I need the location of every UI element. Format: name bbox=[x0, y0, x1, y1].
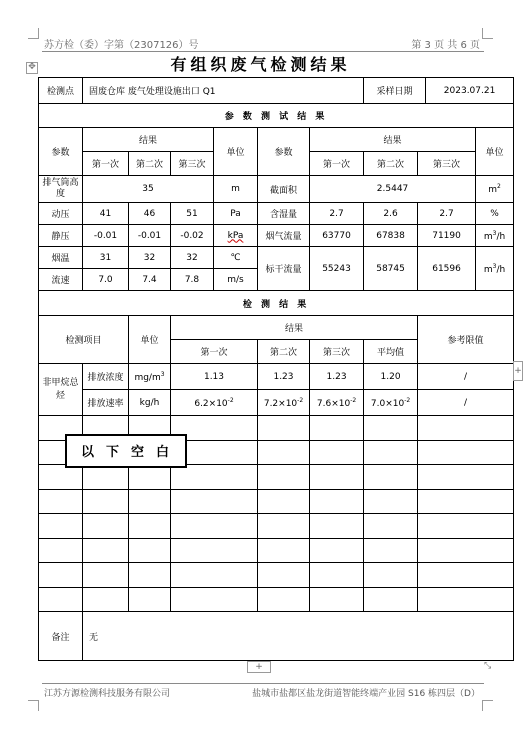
param-value[interactable]: 51 bbox=[171, 203, 214, 225]
test-row-concentration bbox=[39, 364, 514, 390]
empty-cell[interactable] bbox=[364, 538, 418, 563]
date-label: 采样日期 bbox=[364, 78, 426, 104]
empty-cell[interactable] bbox=[418, 465, 514, 490]
empty-cell[interactable] bbox=[418, 416, 514, 441]
test-header-third: 第三次 bbox=[310, 340, 364, 364]
empty-cell[interactable] bbox=[83, 514, 129, 539]
empty-cell[interactable] bbox=[83, 538, 129, 563]
empty-cell[interactable] bbox=[364, 587, 418, 612]
param-unit-text: kPa bbox=[227, 230, 244, 241]
empty-cell[interactable] bbox=[129, 587, 171, 612]
empty-cell[interactable] bbox=[364, 416, 418, 441]
header-divider bbox=[42, 51, 484, 52]
test-item: 排放浓度 bbox=[83, 364, 129, 390]
empty-cell[interactable] bbox=[418, 514, 514, 539]
test-value[interactable]: 1.13 bbox=[171, 364, 258, 390]
param-value[interactable]: 32 bbox=[129, 247, 171, 269]
test-header-item: 检测项目 bbox=[39, 316, 129, 364]
empty-cell[interactable] bbox=[364, 514, 418, 539]
empty-row bbox=[39, 587, 514, 612]
unit-tail: /h bbox=[496, 231, 506, 242]
param-value-right[interactable]: 2.7 bbox=[418, 203, 476, 225]
param-header-param: 参数 bbox=[39, 128, 83, 176]
empty-cell[interactable] bbox=[258, 465, 310, 490]
param-value-right[interactable]: 61596 bbox=[418, 247, 476, 291]
test-value[interactable] bbox=[171, 390, 258, 416]
empty-cell[interactable] bbox=[258, 514, 310, 539]
test-unit: kg/h bbox=[129, 390, 171, 416]
unit-tail: /h bbox=[496, 264, 506, 275]
param-header-first-right: 第一次 bbox=[310, 152, 364, 176]
empty-cell[interactable] bbox=[258, 538, 310, 563]
value-sup: -2 bbox=[350, 396, 357, 404]
param-unit: ℃ bbox=[214, 247, 258, 269]
param-value[interactable]: -0.01 bbox=[129, 225, 171, 247]
empty-cell[interactable] bbox=[310, 587, 364, 612]
test-value[interactable]: 1.23 bbox=[310, 364, 364, 390]
empty-row bbox=[39, 514, 514, 539]
value-sup: -2 bbox=[297, 396, 304, 404]
unit-base: m bbox=[483, 231, 493, 242]
empty-cell[interactable] bbox=[310, 514, 364, 539]
param-header-unit-right: 单位 bbox=[476, 128, 514, 176]
test-header-first: 第一次 bbox=[171, 340, 258, 364]
param-value[interactable]: 41 bbox=[83, 203, 129, 225]
param-header-first: 第一次 bbox=[83, 152, 129, 176]
param-value[interactable]: 7.0 bbox=[83, 269, 129, 291]
empty-row bbox=[39, 563, 514, 588]
param-value-right[interactable]: 58745 bbox=[364, 247, 418, 291]
crop-mark-top-left bbox=[28, 28, 39, 39]
height-value[interactable]: 35 bbox=[83, 176, 214, 203]
test-value[interactable] bbox=[258, 390, 310, 416]
param-value-right[interactable]: 2.6 bbox=[364, 203, 418, 225]
param-header-unit: 单位 bbox=[214, 128, 258, 176]
param-value[interactable]: 31 bbox=[83, 247, 129, 269]
empty-cell[interactable] bbox=[418, 563, 514, 588]
value-base: 7.2×10 bbox=[263, 398, 298, 409]
empty-cell[interactable] bbox=[364, 489, 418, 514]
test-section-title: 检 测 结 果 bbox=[39, 291, 514, 316]
empty-cell[interactable] bbox=[39, 465, 83, 490]
param-label: 动压 bbox=[39, 203, 83, 225]
param-header-second-right: 第二次 bbox=[364, 152, 418, 176]
empty-cell[interactable] bbox=[418, 538, 514, 563]
empty-cell[interactable] bbox=[83, 489, 129, 514]
unit-sup: 3 bbox=[160, 370, 165, 378]
table-move-handle-icon[interactable]: ✥ bbox=[26, 62, 38, 74]
param-value-right[interactable]: 67838 bbox=[364, 225, 418, 247]
param-label-right: 烟气流量 bbox=[258, 225, 310, 247]
test-avg[interactable] bbox=[364, 390, 418, 416]
crop-mark-bottom-left bbox=[28, 700, 39, 711]
page-info: 第 3 页 共 6 页 bbox=[411, 40, 480, 51]
param-section-title: 参 数 测 试 结 果 bbox=[39, 104, 514, 128]
empty-row bbox=[39, 538, 514, 563]
document-title: 有组织废气检测结果 bbox=[170, 55, 351, 74]
test-item: 排放速率 bbox=[83, 390, 129, 416]
empty-cell[interactable] bbox=[39, 563, 83, 588]
point-label: 检测点 bbox=[39, 78, 83, 104]
add-column-plus-icon[interactable]: + bbox=[513, 361, 523, 381]
empty-cell[interactable] bbox=[310, 416, 364, 441]
test-group-label: 非甲烷总烃 bbox=[39, 364, 83, 416]
report-number: 苏方检（委）字第（2307126）号 bbox=[44, 40, 199, 51]
test-value[interactable] bbox=[310, 390, 364, 416]
empty-cell[interactable] bbox=[258, 587, 310, 612]
results-table[interactable] bbox=[38, 77, 514, 661]
test-limit[interactable]: / bbox=[418, 390, 514, 416]
test-limit[interactable]: / bbox=[418, 364, 514, 390]
empty-cell[interactable] bbox=[310, 489, 364, 514]
empty-cell[interactable] bbox=[129, 563, 171, 588]
remark-value[interactable]: 无 bbox=[83, 612, 514, 661]
param-unit bbox=[214, 225, 258, 247]
param-label: 流速 bbox=[39, 269, 83, 291]
test-value[interactable]: 1.23 bbox=[258, 364, 310, 390]
param-row-2 bbox=[39, 225, 514, 247]
param-row-3 bbox=[39, 247, 514, 269]
point-value[interactable]: 固废仓库 废气处理设施出口 Q1 bbox=[83, 78, 364, 104]
param-value[interactable]: -0.02 bbox=[171, 225, 214, 247]
empty-cell[interactable] bbox=[39, 587, 83, 612]
param-label: 烟温 bbox=[39, 247, 83, 269]
area-unit-sup: 2 bbox=[497, 183, 501, 190]
empty-cell[interactable] bbox=[364, 465, 418, 490]
remark-row bbox=[39, 612, 514, 661]
param-unit-right bbox=[476, 247, 514, 291]
footer-company: 江苏方源检测科技服务有限公司 bbox=[44, 689, 171, 699]
param-section-row bbox=[39, 104, 514, 128]
empty-cell[interactable] bbox=[258, 489, 310, 514]
empty-cell[interactable] bbox=[83, 587, 129, 612]
value-base: 6.2×10 bbox=[194, 398, 228, 409]
param-header-param-right: 参数 bbox=[258, 128, 310, 176]
date-value[interactable]: 2023.07.21 bbox=[426, 78, 514, 104]
param-unit: Pa bbox=[214, 203, 258, 225]
empty-cell[interactable] bbox=[171, 563, 258, 588]
empty-cell[interactable] bbox=[129, 514, 171, 539]
table-resize-handle-icon[interactable]: ⤡ bbox=[484, 661, 492, 671]
test-avg[interactable]: 1.20 bbox=[364, 364, 418, 390]
blank-below-notice: 以下空白 bbox=[65, 434, 187, 468]
param-header-third: 第三次 bbox=[171, 152, 214, 176]
height-label: 排气筒高度 bbox=[39, 176, 83, 203]
param-header-third-right: 第三次 bbox=[418, 152, 476, 176]
param-unit-right bbox=[476, 225, 514, 247]
add-row-plus-icon[interactable]: + bbox=[247, 661, 271, 673]
empty-row bbox=[39, 489, 514, 514]
param-value[interactable]: 7.4 bbox=[129, 269, 171, 291]
empty-cell[interactable] bbox=[310, 563, 364, 588]
test-unit bbox=[129, 364, 171, 390]
empty-cell[interactable] bbox=[39, 538, 83, 563]
unit-base: m bbox=[483, 264, 493, 275]
param-label-right: 标干流量 bbox=[258, 247, 310, 291]
param-value-right[interactable]: 55243 bbox=[310, 247, 364, 291]
value-sup: -2 bbox=[227, 396, 234, 404]
param-value-right[interactable]: 2.7 bbox=[310, 203, 364, 225]
unit-sup: 3 bbox=[492, 229, 497, 237]
param-header-result: 结果 bbox=[83, 128, 214, 152]
test-header-second: 第二次 bbox=[258, 340, 310, 364]
empty-cell[interactable] bbox=[171, 489, 258, 514]
empty-cell[interactable] bbox=[364, 563, 418, 588]
test-header-row-1 bbox=[39, 316, 514, 340]
height-unit: m bbox=[214, 176, 258, 203]
area-label: 截面积 bbox=[258, 176, 310, 203]
empty-cell[interactable] bbox=[258, 563, 310, 588]
info-row bbox=[39, 78, 514, 104]
page-header bbox=[42, 36, 484, 50]
value-sup: -2 bbox=[404, 396, 411, 404]
empty-cell[interactable] bbox=[83, 563, 129, 588]
param-value[interactable]: 46 bbox=[129, 203, 171, 225]
empty-cell[interactable] bbox=[364, 440, 418, 465]
empty-cell[interactable] bbox=[258, 440, 310, 465]
page-footer bbox=[42, 683, 484, 699]
value-base: 7.6×10 bbox=[316, 398, 351, 409]
test-row-rate bbox=[39, 390, 514, 416]
crop-mark-bottom-right bbox=[482, 700, 493, 711]
param-header-second: 第二次 bbox=[129, 152, 171, 176]
area-unit bbox=[476, 176, 514, 203]
param-unit-right: % bbox=[476, 203, 514, 225]
param-value-right[interactable]: 71190 bbox=[418, 225, 476, 247]
empty-cell[interactable] bbox=[258, 416, 310, 441]
empty-cell[interactable] bbox=[310, 465, 364, 490]
param-header-result-right: 结果 bbox=[310, 128, 476, 152]
empty-cell[interactable] bbox=[171, 538, 258, 563]
area-value[interactable]: 2.5447 bbox=[310, 176, 476, 203]
unit-base: mg/m bbox=[134, 372, 161, 383]
param-label: 静压 bbox=[39, 225, 83, 247]
value-base: 7.0×10 bbox=[370, 398, 405, 409]
test-header-limit: 参考限值 bbox=[418, 316, 514, 364]
test-section-row bbox=[39, 291, 514, 316]
area-unit-base: m bbox=[488, 185, 498, 195]
param-value[interactable]: 7.8 bbox=[171, 269, 214, 291]
empty-cell[interactable] bbox=[310, 538, 364, 563]
empty-cell[interactable] bbox=[418, 489, 514, 514]
param-row-1 bbox=[39, 203, 514, 225]
footer-address: 盐城市盐都区盐龙街道智能终端产业园 S16 栋四层（D） bbox=[252, 689, 480, 699]
param-value[interactable]: 32 bbox=[171, 247, 214, 269]
empty-cell[interactable] bbox=[418, 587, 514, 612]
param-row-height bbox=[39, 176, 514, 203]
test-header-avg: 平均值 bbox=[364, 340, 418, 364]
empty-cell[interactable] bbox=[310, 440, 364, 465]
param-value-right[interactable]: 63770 bbox=[310, 225, 364, 247]
empty-cell[interactable] bbox=[418, 440, 514, 465]
remark-label: 备注 bbox=[39, 612, 83, 661]
empty-cell[interactable] bbox=[171, 587, 258, 612]
empty-cell[interactable] bbox=[39, 489, 83, 514]
param-label-right: 含湿量 bbox=[258, 203, 310, 225]
empty-cell[interactable] bbox=[39, 514, 83, 539]
param-unit: m/s bbox=[214, 269, 258, 291]
empty-cell[interactable] bbox=[129, 538, 171, 563]
param-header-row-1 bbox=[39, 128, 514, 152]
empty-cell[interactable] bbox=[171, 465, 258, 490]
empty-cell[interactable] bbox=[129, 489, 171, 514]
test-header-result: 结果 bbox=[171, 316, 418, 340]
param-value[interactable]: -0.01 bbox=[83, 225, 129, 247]
test-header-unit: 单位 bbox=[129, 316, 171, 364]
empty-cell[interactable] bbox=[171, 514, 258, 539]
unit-sup: 3 bbox=[492, 262, 497, 270]
